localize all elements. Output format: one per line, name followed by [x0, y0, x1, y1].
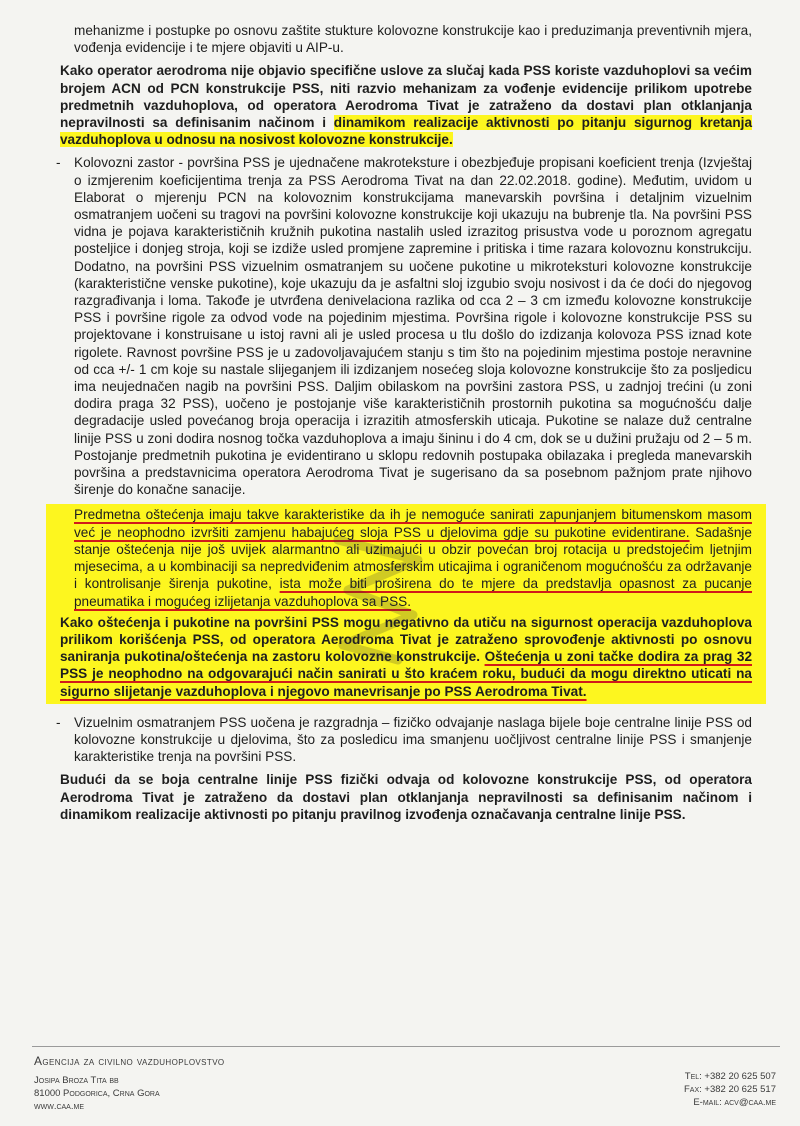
centerline-request-paragraph: Budući da se boja centralne linije PSS fizički odvaja od kolovozne konstrukcije PSS, od operatora Aerodroma Tivat je zatraženo da dostavi plan otklanjanja nepravilnosti sa definisanim načinom i dinamikom realizacije aktivnosti po pitanju pravilnog izvođenja označavanja centralne linije PSS.: [60, 772, 752, 822]
footer-email: E-mail: acv@caa.me: [693, 1097, 776, 1108]
highlighted-requirement: dinamikom realizacije aktivnosti po pitanju sigurnog kretanja vazduhoplova u odnosu na nosivost kolovozne konstrukcije.: [60, 115, 753, 148]
footer-street: Josipa Broza Tita bb: [34, 1075, 119, 1086]
underlined-damage-text: Predmetna oštećenja imaju takve karakteristike da ih je nemoguće sanirati zapunjanjem bitumenskom masom već je neophodno izvršiti zamjenu habajućeg sloja PSS u djelovima gdje su pukotine evidentirane.: [74, 507, 752, 540]
footer-tel: Tel: +382 20 625 507: [684, 1071, 776, 1082]
acn-pcn-paragraph: [60, 62, 752, 148]
acn-pcn-text: Kako operator aerodroma nije objavio specifične uslove za slučaj kada PSS koriste vazduhoplovi sa većim brojem ACN od PCN konstrukcije PSS, niti razvio mehanizam za vođenje evidencije prilikom upotrebe predmetnih vazduhoplova, od operatora Aerodroma Tivat je zatraženo da dostavi plan otklanjanja nepravilnosti sa definisanim načinom i: [60, 63, 752, 131]
bullet-dash-2: -: [56, 714, 61, 730]
underlined-risk-text: ista može biti proširena do te mjere da predstavlja opasnost za pucanje pneumatika i mogućeg izlijetanja vazduhoplova sa PSS.: [74, 576, 752, 609]
footer-website: www.caa.me: [34, 1101, 84, 1112]
footer-agency-name: Agencija za civilno vazduhoplovstvo: [34, 1054, 225, 1068]
footer-address: [34, 1074, 160, 1113]
signature-mark: [318, 520, 438, 670]
centerline-marking-text: Vizuelnim osmatranjem PSS uočena je razgradnja – fizičko odvajanje naslaga bijele boje centralne linije PSS od kolovozne konstrukcije u djelovima, što za posledicu ima smanjenu uočljivost centralne linije PSS i smanjenje karakteristike trenja na površini PSS.: [74, 714, 752, 765]
pavement-surface-text: Kolovozni zastor - površina PSS je ujednačene makroteksture i obezbjeđuje propisani koeficient trenja (Izvještaj o izmjerenim koeficijentima trenja za PSS Aerodroma Tivat na dan 22.02.2018. godine). Međutim, uvidom u Elaborat o mjerenju PCN na kolovoznim konstrukcijama manevarskih površina i detaljnim vizuelnim osmatranjem uočeni su tragovi na površini kolovozne konstrukcije koji ukazuju na bubrenje tla. Na površini PSS vidna je pojava karakterističnih kružnih pukotina nastalih usled izrazitog prisustva vode u poroznom agregatu posteljice i donjeg stroja, koji se izdiže usled promjene zapremine i pritiska i time razara kolovoznu konstrukciju. Dodatno, na površini PSS vizuelnim osmatranjem su uočene pukotine u mikroteksturi kolovozne konstrukcije (karakteristične venske pukotine), koje ukazuju da je asfaltni sloj izgubio svoju nosivost i da će doći do njegovog razgrađivanja i loma. Takođe je utvrđena denivelaciona razlika od cca 2 – 3 cm između kolovozne konstrukcije PSS i površine rigole za odvod vode na pojedinim mjestima. Površina rigole i kolovozne konstrukcije PSS su projektovane i konstruisane u istoj ravni ali je usled procesa u tlu došlo do izdizanja kolovoza PSS iznad kote rigolete. Ravnost površine PSS je u zadovoljavajućem stanju s tim što na pojedinim mjestima postoje neravnine od cca +/- 1 cm koje su nastale slijeganjem ili izdizanjem nosećeg sloja kolovozne konstrukcije što za posljedicu ima neujednačen nagib na površini PSS. Daljim obilaskom na površini zastora PSS, u zadnjoj trećini (u zoni dodira praga 32 PSS), uočeno je postojanje više karakterističnih prostornih pukotina sa mogućnošću dalje degradacije usled povećanog broja operacija i izrazitih atmosferskih uticaja. Pukotine se nalaze duž centralne linije PSS u zoni dodira nosnog točka vazduhoplova a imaju šininu i do 4 cm, dok se u dužini pružaju od 2 – 5 m. Postojanje predmetnih pukotina je evidentirano u sklopu redovnih postupaka obilazaka i pregleda manevarskih površina a predstavnicima operatora Aerodroma Tivat je sugerisano da sa posebnom pažnjom prate njihovo širenje do konačne sanacije.: [74, 155, 752, 498]
damage-condition-text: Sadašnje stanje oštećenja nije još uvijek alarmantno ali uzimajući u obzir povećan broj rotacija u predstojećim ljetnjim mjesecima, a u kombinaciji sa nepredviđenim atmosferskim uticajima i ograničenom mogućnošću za održavanje i kontrolisanje širenja pukotine,: [74, 524, 752, 592]
bullet-dash: -: [56, 155, 61, 171]
underlined-urgent-repair: Oštećenja u zoni tačke dodira za prag 32 PSS je neophodno na odgovarajući način sanirati u što kraćem roku, budući da mogu direktno uticati na sigurno slijetanje vazduhoplova i njegovo manevrisanje po PSS Aerodroma Tivat.: [60, 649, 752, 699]
continued-paragraph: mehanizme i postupke po osnovu zaštite stukture kolovozne konstrukcije kao i preduzimanja preventivnih mjera, vođenja evidencije i te mjere objaviti u AIP-u.: [74, 23, 752, 56]
repair-request-text: Kako oštećenja i pukotine na površini PSS mogu negativno da utiču na sigurnost operacija vazduhoplova prilikom korišćenja PSS, od operatora Aerodroma Tivat je zatraženo sprovođenje aktivnosti po osnovu saniranja pukotina/oštećenja na zastoru kolovozne konstrukcije.: [60, 614, 752, 665]
document-body: [52, 22, 752, 829]
footer-fax: Fax: +382 20 625 517: [683, 1084, 776, 1095]
footer-city: 81000 Podgorica, Crna Gora: [34, 1088, 160, 1099]
bullet-centerline-marking: [52, 714, 752, 766]
footer-divider: [32, 1046, 780, 1047]
footer-contact: [684, 1070, 776, 1109]
bullet-pavement-surface: [52, 154, 752, 498]
